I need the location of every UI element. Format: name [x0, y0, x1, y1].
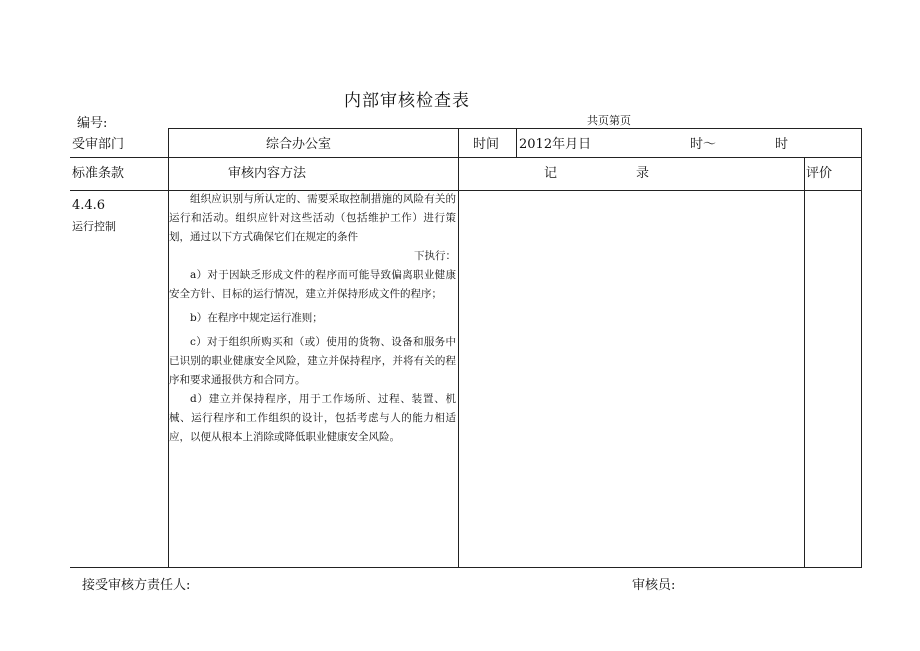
column-divider-4	[804, 157, 805, 568]
table-border-top	[168, 128, 862, 129]
page-title: 内部审核检查表	[344, 91, 470, 111]
column-divider-3	[516, 128, 517, 158]
time-to: 时	[775, 137, 789, 152]
clause-name: 运行控制	[72, 220, 116, 233]
rating-header: 评价	[806, 166, 833, 181]
record-header-right: 录	[636, 166, 650, 181]
serial-number-label: 编号:	[77, 116, 108, 131]
checklist-table	[70, 128, 862, 568]
clause-header: 标准条款	[72, 166, 125, 181]
row-divider-1	[70, 157, 862, 158]
method-paragraph: d）建立并保持程序，用于工作场所、过程、装置、机械、运行程序和工作组织的设计，包括考虑与人的能力相适应，以便从根本上消除或降低职业健康安全风险。	[169, 393, 456, 443]
page-count: 共页第页	[587, 114, 631, 127]
column-divider-2	[458, 128, 459, 568]
audit-method-text	[169, 190, 456, 447]
table-border-right	[861, 128, 862, 568]
time-from: 时～	[690, 137, 717, 152]
time-label: 时间	[473, 137, 500, 152]
method-paragraph: c）对于组织所购买和（或）使用的货物、设备和服务中已识别的职业健康安全风险，建立并保持程序，并将有关的程序和要求通报供方和合同方。	[169, 336, 456, 386]
method-paragraph: b）在程序中规定运行准则；	[190, 312, 323, 324]
method-paragraph: a）对于因缺乏形成文件的程序而可能导致偏离职业健康安全方针、目标的运行情况，建立并保持形成文件的程序；	[169, 269, 456, 300]
auditee-signature-label: 接受审核方责任人:	[82, 578, 191, 593]
time-date: 2012年月日	[519, 137, 592, 152]
method-header: 审核内容方法	[228, 166, 307, 181]
table-border-bottom	[70, 567, 862, 568]
dept-label: 受审部门	[72, 137, 125, 152]
dept-value: 综合办公室	[266, 137, 332, 152]
method-paragraph: 组织应识别与所认定的、需要采取控制措施的风险有关的运行和活动。组织应针对这些活动（包括维护工作）进行策划，通过以下方式确保它们在规定的条件	[169, 193, 456, 243]
record-header-left: 记	[544, 166, 558, 181]
method-paragraph: 下执行：	[414, 250, 456, 262]
auditor-signature-label: 审核员:	[632, 578, 676, 593]
clause-number: 4.4.6	[72, 198, 106, 213]
